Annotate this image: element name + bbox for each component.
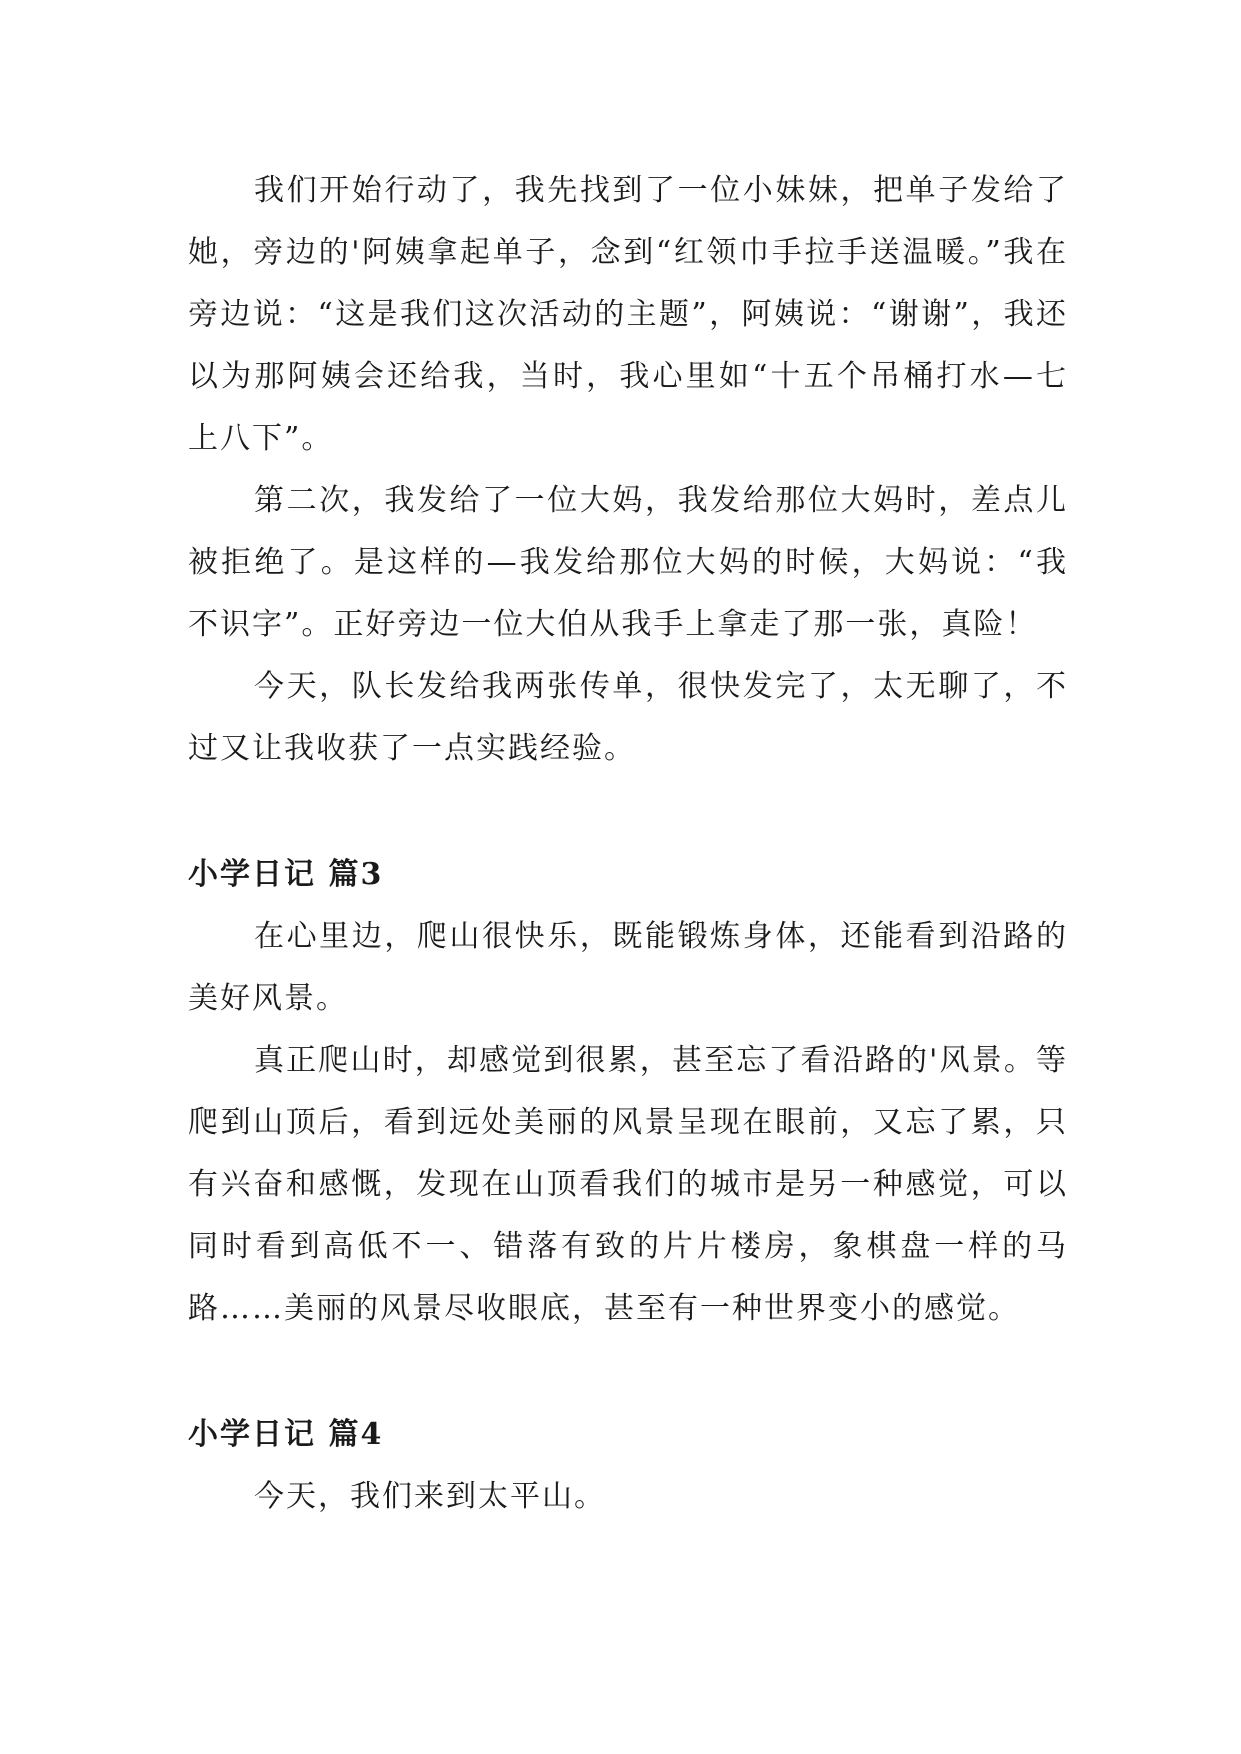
paragraph: 我们开始行动了，我先找到了一位小妹妹，把单子发给了她，旁边的'阿姨拿起单子，念到“红领巾手拉手送温暖。”我在旁边说：“这是我们这次活动的主题”，阿姨说：“谢谢”，我还以为那阿姨会还给我，当时，我心里如“十五个吊桶打水—七上八下”。: [188, 173, 1068, 456]
section-spacer: [188, 780, 1068, 844]
section-heading-3: 小学日记 篇3: [188, 857, 384, 892]
section-spacer: [188, 1340, 1068, 1404]
paragraph: 真正爬山时，却感觉到很累，甚至忘了看沿路的'风景。等爬到山顶后，看到远处美丽的风景呈现在眼前，又忘了累，只有兴奋和感慨，发现在山顶看我们的城市是另一种感觉，可以同时看到高低不一、错落有致的片片楼房，象棋盘一样的马路……美丽的风景尽收眼底，甚至有一种世界变小的感觉。: [188, 1043, 1068, 1326]
paragraph: 今天，队长发给我两张传单，很快发完了，太无聊了，不过又让我收获了一点实践经验。: [188, 669, 1068, 766]
paragraph: 在心里边，爬山很快乐，既能锻炼身体，还能看到沿路的美好风景。: [188, 919, 1068, 1016]
paragraph: 第二次，我发给了一位大妈，我发给那位大妈时，差点儿被拒绝了。是这样的—我发给那位大妈的时候，大妈说：“我不识字”。正好旁边一位大伯从我手上拿走了那一张，真险！: [188, 483, 1068, 642]
document-page: [188, 160, 1068, 1528]
paragraph: 今天，我们来到太平山。: [254, 1479, 606, 1514]
section-heading-4: 小学日记 篇4: [188, 1417, 384, 1452]
